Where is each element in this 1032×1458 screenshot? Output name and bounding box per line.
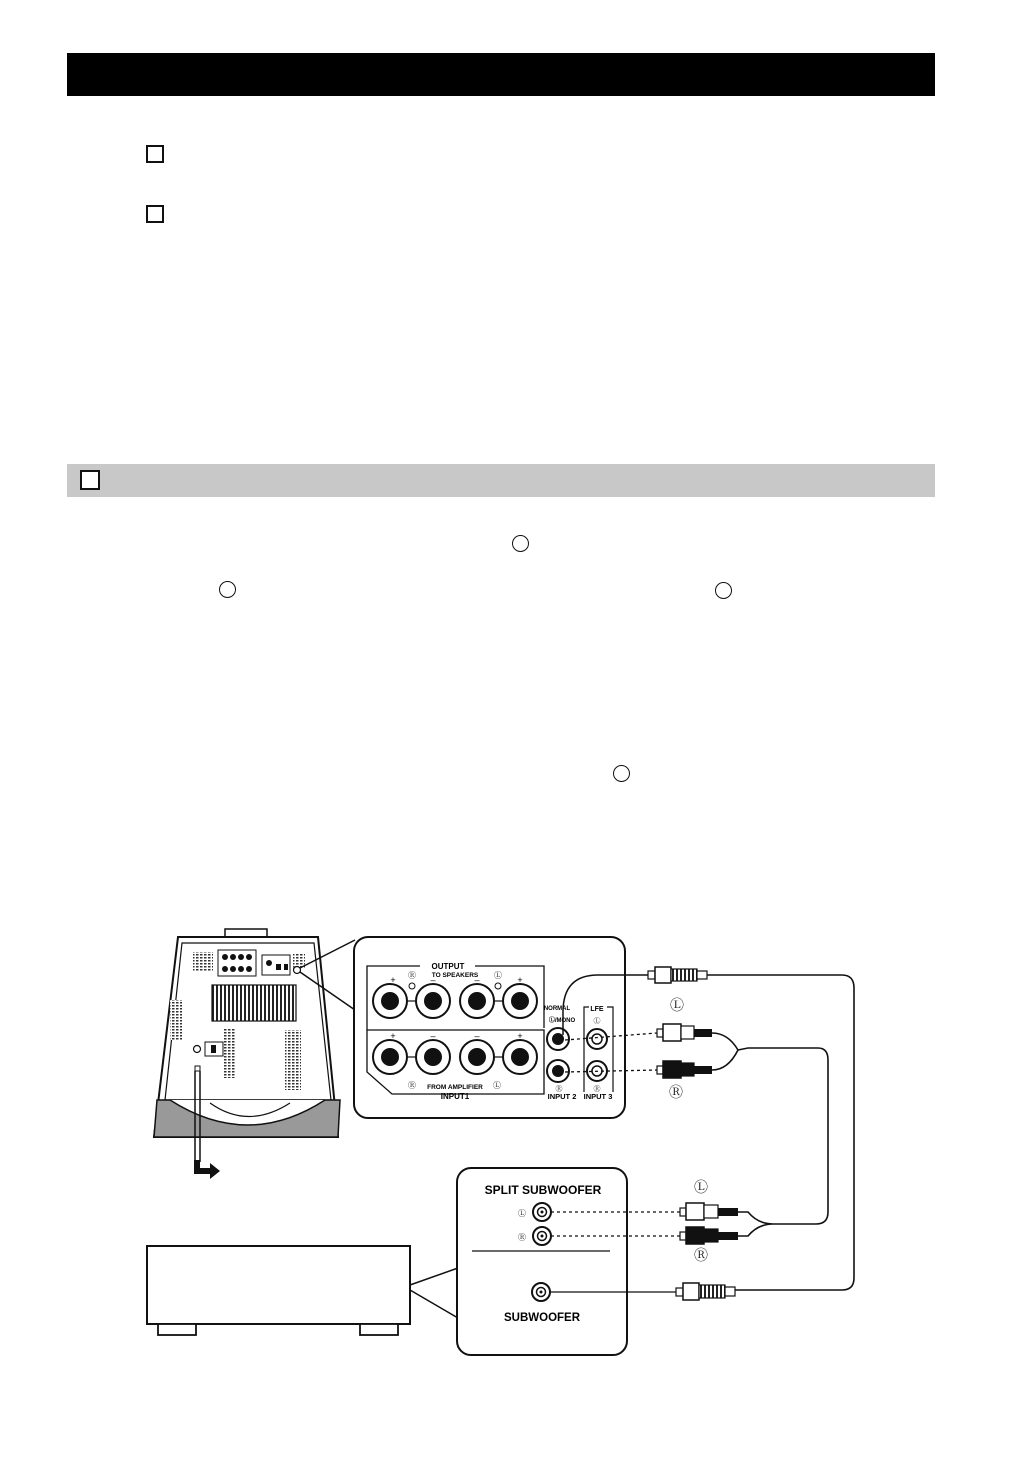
amplifier-unit	[147, 1246, 458, 1335]
split-r-mark: Ⓡ	[518, 1233, 526, 1242]
subwoofer-label: SUBWOOFER	[503, 1312, 581, 1324]
in-plus-1: +	[390, 1031, 396, 1041]
in-l-mark: Ⓛ	[493, 1081, 501, 1090]
cable-top-l-mark: Ⓛ	[670, 997, 684, 1013]
out-plus-2: +	[517, 975, 523, 985]
rca-plug-mono-bottom	[676, 1283, 735, 1300]
cable-top-r-mark: Ⓡ	[669, 1084, 683, 1100]
terminal-panel	[354, 937, 625, 1118]
normal-label: NORMAL	[543, 1006, 571, 1012]
in-r-mark: Ⓡ	[408, 1081, 416, 1090]
amplifier-output-panel	[457, 1168, 627, 1355]
input3-label: INPUT 3	[583, 1092, 613, 1101]
from-amplifier-label: FROM AMPLIFIER	[427, 1084, 483, 1091]
out-r-mark: Ⓡ	[408, 971, 416, 980]
rca-plug-mono-top	[648, 967, 707, 983]
mono-label: Ⓛ/MONO	[548, 1018, 576, 1024]
out-plus-1: +	[390, 975, 396, 985]
subwoofer-rear-view	[154, 929, 355, 1179]
rca-plug-r-top	[657, 1061, 712, 1078]
cable-bottom-r-mark: Ⓡ	[694, 1247, 708, 1263]
input3-r-mark: Ⓡ	[593, 1086, 601, 1093]
rca-plug-l-bottom	[680, 1203, 738, 1220]
in-minus-1: –	[430, 1031, 436, 1041]
in-minus-2: –	[474, 1031, 480, 1041]
out-l-mark: Ⓛ	[494, 971, 502, 980]
cable-bottom-l-mark: Ⓛ	[694, 1179, 708, 1195]
split-l-mark: Ⓛ	[518, 1209, 526, 1218]
rca-plug-r-bottom	[680, 1227, 738, 1244]
input3-l-mark: Ⓛ	[593, 1018, 601, 1025]
out-minus-2: –	[474, 975, 480, 985]
out-minus-1: –	[430, 975, 436, 985]
input2-r-mark: Ⓡ	[555, 1086, 563, 1093]
output-label: OUTPUT	[431, 962, 465, 971]
split-subwoofer-label: SPLIT SUBWOOFER	[484, 1183, 602, 1197]
to-speakers-label: TO SPEAKERS	[431, 972, 479, 979]
input1-label: INPUT1	[440, 1092, 470, 1101]
lfe-label: LFE	[590, 1006, 604, 1013]
input2-label: INPUT 2	[547, 1092, 577, 1101]
in-plus-2: +	[517, 1031, 523, 1041]
rca-plug-l-top	[657, 1024, 712, 1041]
